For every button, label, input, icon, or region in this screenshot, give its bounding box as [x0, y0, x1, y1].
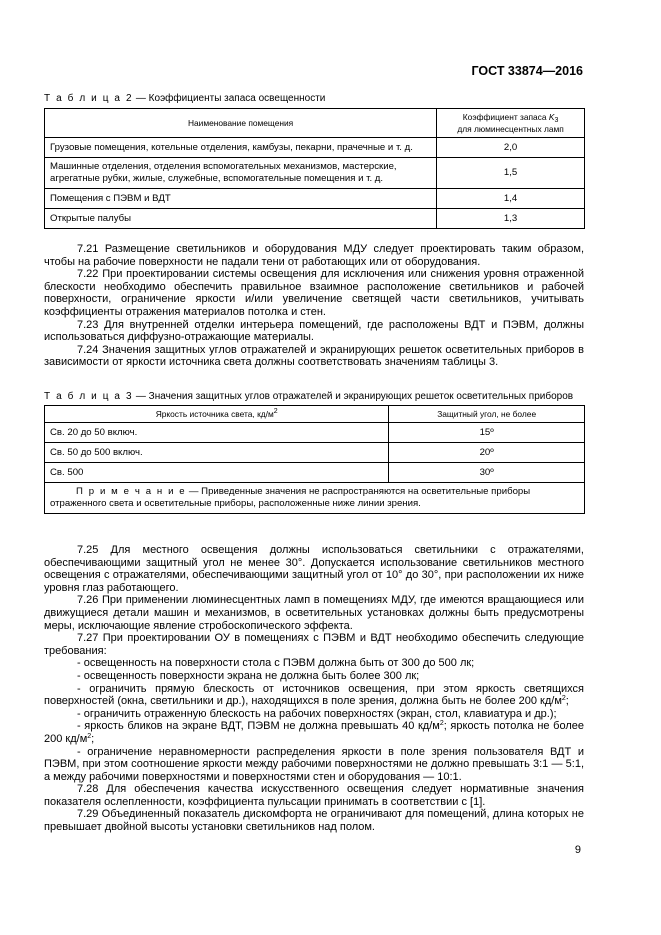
- table-row: [45, 463, 585, 483]
- table3: [44, 405, 585, 514]
- paragraph-7-27: 7.27 При проектировании ОУ в помещениях с ПЭВМ и ВДТ необходимо обеспечить следующие требования:: [44, 632, 584, 657]
- table2-header-coef: Коэффициент запаса $K_3$ для люминесцентных ламп: [437, 109, 585, 138]
- list-item: - ограничить прямую блескость от источников освещения, при этом яркость светящихся поверхностей (окна, светильники и др.), находящихся в поле зрения, должна быть не более 200 $кд/м^2$;: [44, 682, 584, 708]
- table2-header-name: Наименование помещения: [45, 109, 437, 138]
- paragraph-7-22: 7.22 При проектировании системы освещения для исключения или снижения уровня отраженной блескости необходимо обеспечить правильное взаимное расположение светильников и рабочей поверхности, ограничение яркости и/или увеличение светящей части светильников, учитывать коэффициенты отражения материалов потолка и стен.: [44, 268, 584, 318]
- table3-header-row: [45, 406, 585, 423]
- table3-caption-label: Т а б л и ц а 3: [44, 391, 134, 402]
- paragraph-7-23: 7.23 Для внутренней отделки интерьера помещений, где расположены ВДТ и ПЭВМ, должны использоваться диффузно-отражающие материалы.: [44, 318, 584, 344]
- table-row: [45, 423, 585, 443]
- list-item: - освещенность на поверхности стола с ПЭВМ должна быть от 300 до 500 лк;: [77, 657, 475, 670]
- table3-caption-text: — Значения защитных углов отражателей и экранирующих решеток осветительных приборов: [133, 391, 574, 402]
- list-item: - яркость бликов на экране ВДТ, ПЭВМ не должна превышать 40 $кд/м^2$; яркость потолка не более 200 $кд/м^2$;: [44, 720, 584, 745]
- table2-cell-name: Помещения с ПЭВМ и ВДТ: [45, 189, 437, 209]
- table2-cell-value: 1,5: [437, 158, 585, 189]
- table3-cell-value: 20º: [389, 443, 585, 463]
- table2-caption-text: — Коэффициенты запаса освещенности: [133, 93, 326, 104]
- table-row: [45, 443, 585, 463]
- text-block-a: [44, 243, 584, 369]
- table3-cell-name: Св. 500: [45, 463, 389, 483]
- paragraph-7-29: 7.29 Объединенный показатель дискомфорта не ограничивают для помещений, длина которых не превышает двойной высоты установки светильников над полом.: [44, 808, 584, 834]
- paragraph-7-26: 7.26 При применении люминесцентных ламп в помещениях МДУ, где имеются вращающиеся или движущиеся детали машин и механизмов, в осветительных установках должны быть предусмотрены меры, исключающие явление стробоскопического эффекта.: [44, 594, 584, 632]
- table2-cell-value: 2,0: [437, 138, 585, 158]
- table3-cell-value: 15º: [389, 423, 585, 443]
- table2-cell-value: 1,3: [437, 209, 585, 229]
- table3-cell-name: Св. 50 до 500 включ.: [45, 443, 389, 463]
- table2-cell-name: Машинные отделения, отделения вспомогательных механизмов, мастерские, агрегатные рубки, жилые, служебные, вспомогательные помещения и т. д.: [45, 158, 437, 189]
- text-block-b: [44, 544, 584, 834]
- paragraph-7-25: 7.25 Для местного освещения должны использоваться светильники с отражателями, обеспечивающими защитный угол не менее 30°. Допускается использование светильников местного освещения с отражателями, обеспечивающими защитный угол от 10° до 30°, при расположении их ниже уровня глаз работающего.: [44, 544, 584, 594]
- table2: [44, 108, 585, 229]
- table3-note: [45, 483, 585, 514]
- table3-cell-value: 30º: [389, 463, 585, 483]
- table3-note-row: [45, 483, 585, 514]
- table-row: [45, 158, 585, 189]
- paragraph-7-28: 7.28 Для обеспечения качества искусственного освещения следует нормативные значения показателя ослепленности, коэффициента пульсации принимать в соответствии с [1].: [44, 783, 584, 808]
- table3-note-text: — Приведенные значения не распространяются на осветительные приборы отраженного света и осветительные приборы, расположенные ниже линии зрения.: [50, 486, 531, 509]
- standard-number: ГОСТ 33874—2016: [471, 64, 583, 78]
- table2-cell-value: 1,4: [437, 189, 585, 209]
- table2-cell-name: Грузовые помещения, котельные отделения, камбузы, пекарни, прачечные и т. д.: [45, 138, 437, 158]
- table-row: [45, 189, 585, 209]
- page-number: 9: [574, 844, 581, 856]
- paragraph-7-24: 7.24 Значения защитных углов отражателей и экранирующих решеток осветительных приборов в зависимости от яркости источника света должны соответствовать значениям таблицы 3.: [44, 343, 584, 369]
- table2-header-row: [45, 109, 585, 138]
- table3-note-label: П р и м е ч а н и е: [76, 486, 187, 497]
- table2-caption: [44, 93, 325, 104]
- table3-header-angle: Защитный угол, не более: [389, 406, 585, 423]
- paragraph-7-21: 7.21 Размещение светильников и оборудования МДУ следует проектировать таким образом, чтобы на рабочие поверхности не падали тени от работающих или от оборудования.: [44, 243, 584, 268]
- list-item: - ограничение неравномерности распределения яркости в поле зрения пользователя ВДТ и ПЭВМ, при этом соотношение яркости между рабочими поверхностями не должно превышать 3:1 — 5:1, а между рабочими поверхностями и поверхностями стен и оборудования — 10:1.: [44, 745, 584, 783]
- list-item: - освещенность поверхности экрана не должна быть более 300 лк;: [77, 669, 420, 682]
- list-item: - ограничить отраженную блескость на рабочих поверхностях (экран, стол, клавиатура и др.);: [77, 707, 557, 720]
- table3-caption: [44, 391, 573, 402]
- table-row: [45, 138, 585, 158]
- table2-cell-name: Открытые палубы: [45, 209, 437, 229]
- table2-caption-label: Т а б л и ц а 2: [44, 93, 134, 104]
- table-row: [45, 209, 585, 229]
- table3-header-brightness: Яркость источника света, $кд/м^2$: [45, 406, 389, 423]
- table3-cell-name: Св. 20 до 50 включ.: [45, 423, 389, 443]
